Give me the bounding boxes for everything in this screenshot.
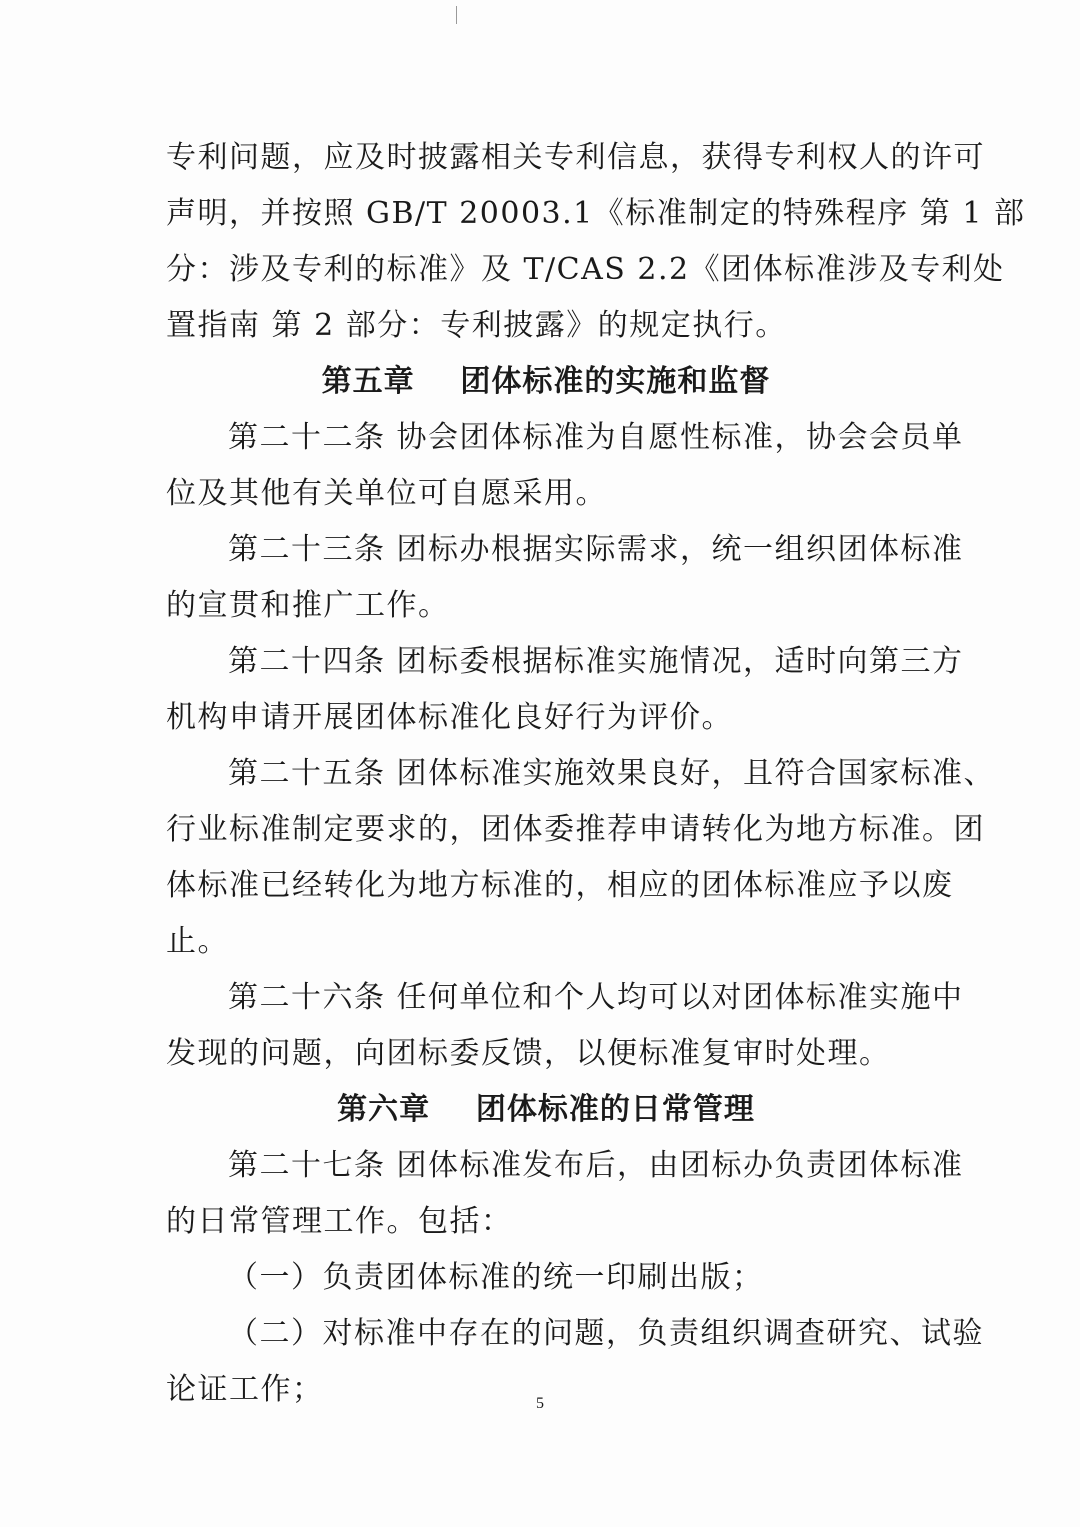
list-item-1: （一）负责团体标准的统一印刷出版； xyxy=(228,1260,764,1295)
paragraph-line: 论证工作； xyxy=(166,1372,324,1407)
article-27: 第二十七条 团体标准发布后，由团标办负责团体标准 xyxy=(228,1148,964,1183)
article-23: 第二十三条 团标办根据实际需求，统一组织团体标准 xyxy=(228,532,964,567)
paragraph-line: 体标准已经转化为地方标准的，相应的团体标准应予以废 xyxy=(166,868,954,903)
paragraph-line: 止。 xyxy=(166,924,229,959)
paragraph-line: 分：涉及专利的标准》及 T/CAS 2.2《团体标准涉及专利处 xyxy=(166,252,1005,287)
article-22: 第二十二条 协会团体标准为自愿性标准，协会会员单 xyxy=(228,420,964,455)
article-25: 第二十五条 团体标准实施效果良好，且符合国家标准、 xyxy=(228,756,996,791)
paragraph-line: 位及其他有关单位可自愿采用。 xyxy=(166,476,607,511)
article-26: 第二十六条 任何单位和个人均可以对团体标准实施中 xyxy=(228,980,964,1015)
chapter-heading-5: 第五章 团体标准的实施和监督 xyxy=(321,364,771,399)
paragraph-line: 声明，并按照 GB/T 20003.1《标准制定的特殊程序 第 1 部 xyxy=(166,196,1026,231)
scan-edge-mark xyxy=(456,6,457,24)
paragraph-line: 专利问题，应及时披露相关专利信息，获得专利权人的许可 xyxy=(166,140,985,175)
paragraph-line: 的宣贯和推广工作。 xyxy=(166,588,450,623)
paragraph-line: 机构申请开展团体标准化良好行为评价。 xyxy=(166,700,733,735)
article-24: 第二十四条 团标委根据标准实施情况，适时向第三方 xyxy=(228,644,964,679)
paragraph-line: 行业标准制定要求的，团体委推荐申请转化为地方标准。团 xyxy=(166,812,985,847)
paragraph-line: 的日常管理工作。包括： xyxy=(166,1204,513,1239)
page-number: 5 xyxy=(536,1395,544,1412)
list-item-2: （二）对标准中存在的问题，负责组织调查研究、试验 xyxy=(228,1316,984,1351)
document-body xyxy=(166,130,1026,1418)
chapter-heading-6: 第六章 团体标准的日常管理 xyxy=(337,1092,755,1127)
paragraph-line: 发现的问题，向团标委反馈，以便标准复审时处理。 xyxy=(166,1036,891,1071)
paragraph-line: 置指南 第 2 部分：专利披露》的规定执行。 xyxy=(166,308,787,343)
